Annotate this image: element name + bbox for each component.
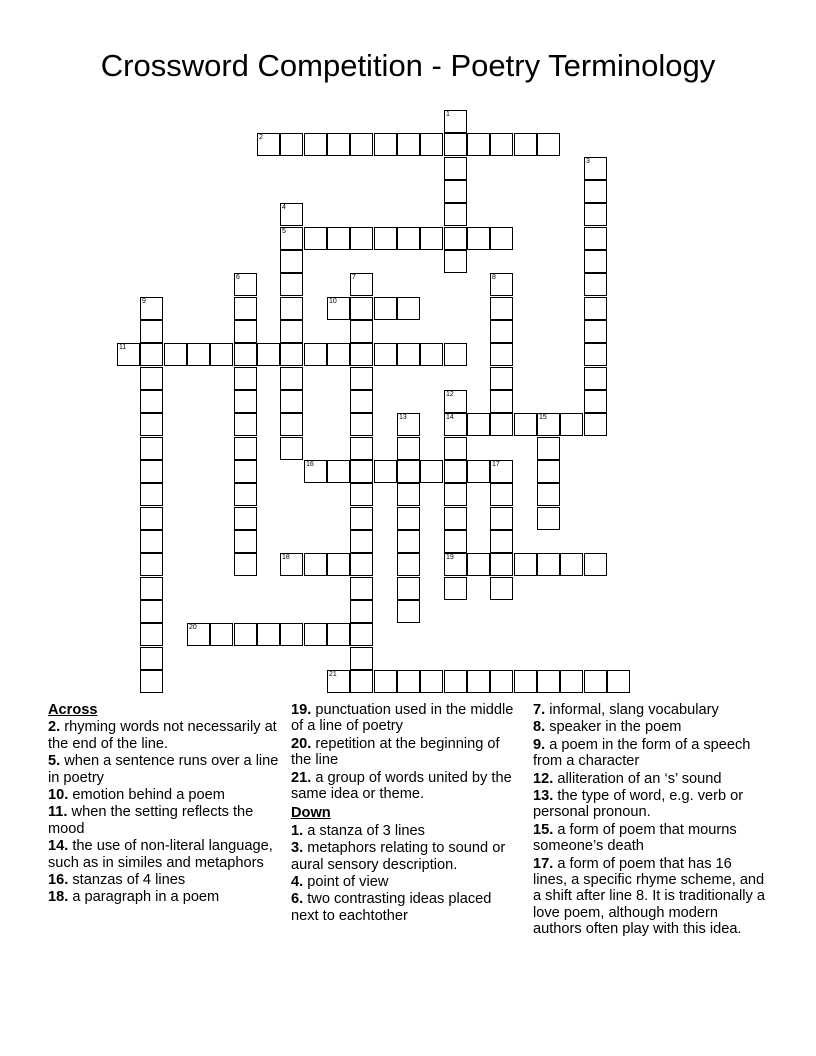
grid-cell[interactable] — [234, 530, 257, 553]
grid-cell[interactable] — [444, 460, 467, 483]
clue-number-label: 7 — [352, 274, 356, 281]
clue-number-label: 18 — [282, 554, 290, 561]
clue-number-label: 12 — [446, 391, 454, 398]
grid-cell[interactable] — [397, 133, 420, 156]
across-clue-list-continued — [291, 702, 523, 802]
grid-cell[interactable] — [607, 670, 630, 693]
clue-text: the use of non-literal language, such as in similes and metaphors — [48, 838, 273, 871]
grid-cell[interactable] — [397, 530, 420, 553]
clue-number: 9. — [533, 736, 546, 753]
clue-text: point of view — [307, 874, 389, 891]
grid-cell[interactable] — [444, 227, 467, 250]
grid-cell[interactable] — [490, 343, 513, 366]
clue-number: 11. — [48, 804, 68, 821]
down-clue — [291, 823, 523, 839]
grid-cell[interactable] — [350, 320, 373, 343]
grid-cell[interactable] — [444, 530, 467, 553]
grid-cell[interactable] — [187, 343, 210, 366]
clue-number: 10. — [48, 787, 69, 804]
grid-cell[interactable] — [350, 460, 373, 483]
grid-cell[interactable] — [584, 203, 607, 226]
grid-cell[interactable] — [444, 577, 467, 600]
grid-cell[interactable] — [490, 507, 513, 530]
grid-cell[interactable] — [584, 390, 607, 413]
grid-cell[interactable] — [257, 343, 280, 366]
grid-cell[interactable] — [304, 133, 327, 156]
grid-cell[interactable] — [490, 273, 513, 296]
grid-cell[interactable] — [397, 437, 420, 460]
across-clue-list — [48, 719, 280, 905]
grid-cell[interactable] — [234, 297, 257, 320]
grid-cell[interactable] — [350, 437, 373, 460]
grid-cell[interactable] — [350, 600, 373, 623]
grid-cell[interactable] — [140, 343, 163, 366]
grid-cell[interactable] — [350, 530, 373, 553]
across-clue — [48, 872, 280, 888]
down-clue-list-continued — [533, 702, 769, 938]
grid-cell[interactable] — [280, 437, 303, 460]
clue-number-label: 3 — [586, 158, 590, 165]
grid-cell[interactable] — [537, 483, 560, 506]
grid-cell[interactable] — [514, 553, 537, 576]
grid-cell[interactable] — [280, 133, 303, 156]
grid-cell[interactable] — [327, 460, 350, 483]
grid-cell[interactable] — [490, 320, 513, 343]
grid-cell[interactable] — [304, 623, 327, 646]
grid-cell[interactable] — [537, 437, 560, 460]
grid-cell[interactable] — [280, 343, 303, 366]
grid-cell[interactable] — [397, 227, 420, 250]
grid-cell[interactable] — [584, 367, 607, 390]
clue-number-label: 19 — [446, 554, 454, 561]
clue-number: 12. — [533, 770, 554, 787]
grid-cell[interactable] — [514, 133, 537, 156]
across-heading: Across — [48, 702, 98, 718]
down-clue — [533, 822, 769, 855]
grid-cell[interactable] — [210, 623, 233, 646]
across-clue — [291, 702, 523, 735]
grid-cell[interactable] — [234, 367, 257, 390]
clue-text: a form of poem that has 16 lines, a specific rhyme scheme, and a shift after line 8. It is traditionally a love poem, although modern authors often play with this idea. — [533, 855, 765, 938]
grid-cell[interactable] — [140, 507, 163, 530]
clue-number-label: 20 — [189, 624, 197, 631]
grid-cell[interactable] — [397, 600, 420, 623]
grid-cell[interactable] — [397, 670, 420, 693]
grid-cell[interactable] — [490, 227, 513, 250]
grid-cell[interactable] — [490, 483, 513, 506]
across-clue — [48, 753, 280, 786]
clue-number-label: 4 — [282, 204, 286, 211]
grid-cell[interactable] — [350, 343, 373, 366]
clue-number: 1. — [291, 822, 304, 839]
grid-cell[interactable] — [537, 413, 560, 436]
grid-cell[interactable] — [350, 390, 373, 413]
clues-column-3 — [533, 702, 769, 939]
grid-cell[interactable] — [234, 343, 257, 366]
grid-cell[interactable] — [234, 390, 257, 413]
grid-cell[interactable] — [537, 133, 560, 156]
grid-cell[interactable] — [467, 670, 490, 693]
grid-cell[interactable] — [304, 227, 327, 250]
clue-text: speaker in the poem — [549, 719, 682, 736]
grid-cell[interactable] — [140, 530, 163, 553]
grid-cell[interactable] — [490, 577, 513, 600]
clue-text: stanzas of 4 lines — [72, 872, 186, 889]
down-clue — [533, 856, 769, 938]
grid-cell[interactable] — [584, 157, 607, 180]
grid-cell[interactable] — [234, 273, 257, 296]
grid-cell[interactable] — [280, 623, 303, 646]
clue-number: 20. — [291, 735, 312, 752]
grid-cell[interactable] — [514, 413, 537, 436]
grid-cell[interactable] — [490, 413, 513, 436]
grid-cell[interactable] — [350, 670, 373, 693]
grid-cell[interactable] — [280, 297, 303, 320]
grid-cell[interactable] — [467, 413, 490, 436]
grid-cell[interactable] — [374, 343, 397, 366]
grid-cell[interactable] — [350, 227, 373, 250]
grid-cell[interactable] — [374, 297, 397, 320]
grid-cell[interactable] — [140, 437, 163, 460]
grid-cell[interactable] — [280, 367, 303, 390]
clue-number: 3. — [291, 840, 304, 857]
grid-cell[interactable] — [490, 460, 513, 483]
grid-cell[interactable] — [397, 483, 420, 506]
clue-number: 16. — [48, 872, 69, 889]
clue-text: alliteration of an ‘s’ sound — [557, 770, 722, 787]
grid-cell[interactable] — [140, 413, 163, 436]
grid-cell[interactable] — [584, 180, 607, 203]
grid-cell[interactable] — [444, 670, 467, 693]
clue-number-label: 5 — [282, 228, 286, 235]
clue-text: a poem in the form of a speech from a character — [533, 736, 751, 770]
clue-number-label: 10 — [329, 298, 337, 305]
grid-cell[interactable] — [280, 413, 303, 436]
grid-cell[interactable] — [327, 343, 350, 366]
grid-cell[interactable] — [584, 273, 607, 296]
grid-cell[interactable] — [117, 343, 140, 366]
across-clue — [48, 889, 280, 905]
clue-number: 13. — [533, 788, 554, 805]
clue-number-label: 17 — [492, 461, 500, 468]
down-clue — [533, 702, 769, 718]
grid-cell[interactable] — [140, 367, 163, 390]
clue-text: repetition at the beginning of the line — [291, 735, 500, 769]
grid-cell[interactable] — [304, 553, 327, 576]
grid-cell[interactable] — [490, 297, 513, 320]
grid-cell[interactable] — [490, 530, 513, 553]
grid-cell[interactable] — [280, 320, 303, 343]
down-clue — [291, 840, 523, 873]
clue-number-label: 21 — [329, 671, 337, 678]
grid-cell[interactable] — [350, 413, 373, 436]
grid-cell[interactable] — [257, 133, 280, 156]
grid-cell[interactable] — [584, 250, 607, 273]
grid-cell[interactable] — [374, 670, 397, 693]
grid-cell[interactable] — [140, 623, 163, 646]
grid-cell[interactable] — [467, 133, 490, 156]
grid-cell[interactable] — [584, 670, 607, 693]
grid-cell[interactable] — [397, 577, 420, 600]
grid-cell[interactable] — [444, 250, 467, 273]
grid-cell[interactable] — [397, 460, 420, 483]
grid-cell[interactable] — [444, 110, 467, 133]
clue-number: 6. — [291, 891, 304, 908]
clue-text: a group of words united by the same idea or theme. — [291, 769, 512, 803]
grid-cell[interactable] — [350, 133, 373, 156]
grid-cell[interactable] — [350, 623, 373, 646]
grid-cell[interactable] — [280, 273, 303, 296]
grid-cell[interactable] — [420, 227, 443, 250]
grid-cell[interactable] — [444, 180, 467, 203]
grid-cell[interactable] — [280, 203, 303, 226]
grid-cell[interactable] — [164, 343, 187, 366]
grid-cell[interactable] — [560, 413, 583, 436]
grid-cell[interactable] — [444, 203, 467, 226]
clue-number: 15. — [533, 821, 554, 838]
grid-cell[interactable] — [140, 460, 163, 483]
grid-cell[interactable] — [397, 553, 420, 576]
grid-cell[interactable] — [140, 297, 163, 320]
across-clue — [48, 804, 280, 837]
grid-cell[interactable] — [490, 553, 513, 576]
grid-cell[interactable] — [420, 670, 443, 693]
clue-number: 21. — [291, 769, 312, 786]
grid-cell[interactable] — [350, 553, 373, 576]
across-clue — [48, 838, 280, 871]
down-clue — [291, 874, 523, 890]
grid-cell[interactable] — [584, 553, 607, 576]
grid-cell[interactable] — [490, 133, 513, 156]
clues-column-2 — [291, 702, 523, 925]
grid-cell[interactable] — [490, 670, 513, 693]
grid-cell[interactable] — [350, 273, 373, 296]
grid-cell[interactable] — [397, 507, 420, 530]
clue-text: metaphors relating to sound or aural sensory description. — [291, 840, 506, 873]
down-clue — [533, 719, 769, 735]
grid-cell[interactable] — [187, 623, 210, 646]
clue-text: the type of word, e.g. verb or personal pronoun. — [533, 788, 744, 821]
clue-number: 4. — [291, 874, 304, 891]
clue-number-label: 16 — [306, 461, 314, 468]
down-clue — [533, 737, 769, 770]
clue-number-label: 13 — [399, 414, 407, 421]
grid-cell[interactable] — [420, 133, 443, 156]
clue-text: when a sentence runs over a line in poetry — [48, 753, 279, 786]
clue-number-label: 14 — [446, 414, 454, 421]
grid-cell[interactable] — [444, 507, 467, 530]
grid-cell[interactable] — [280, 553, 303, 576]
grid-cell[interactable] — [280, 250, 303, 273]
clue-text: a form of poem that mourns someone’s death — [533, 821, 737, 855]
grid-cell[interactable] — [444, 553, 467, 576]
grid-cell[interactable] — [584, 320, 607, 343]
grid-cell[interactable] — [444, 343, 467, 366]
grid-cell[interactable] — [584, 297, 607, 320]
grid-cell[interactable] — [444, 413, 467, 436]
clue-number-label: 1 — [446, 111, 450, 118]
down-clue-list — [291, 823, 523, 924]
grid-cell[interactable] — [397, 343, 420, 366]
grid-cell[interactable] — [537, 553, 560, 576]
grid-cell[interactable] — [514, 670, 537, 693]
clue-text: informal, slang vocabulary — [549, 702, 719, 718]
down-clue — [291, 891, 523, 924]
grid-cell[interactable] — [420, 460, 443, 483]
grid-cell[interactable] — [444, 483, 467, 506]
clue-number-label: 11 — [119, 344, 127, 351]
across-clue — [48, 787, 280, 803]
clue-text: rhyming words not necessarily at the end of the line. — [48, 719, 277, 752]
clue-text: two contrasting ideas placed next to eachtother — [291, 891, 492, 924]
grid-cell[interactable] — [304, 343, 327, 366]
clue-text: emotion behind a poem — [72, 787, 225, 804]
clue-number: 2. — [48, 719, 61, 736]
clue-number-label: 8 — [492, 274, 496, 281]
clues-column-1 — [48, 702, 280, 907]
grid-cell[interactable] — [584, 413, 607, 436]
grid-cell[interactable] — [350, 507, 373, 530]
grid-cell[interactable] — [444, 390, 467, 413]
grid-cell[interactable] — [467, 460, 490, 483]
clue-number: 14. — [48, 838, 69, 855]
clue-text: a stanza of 3 lines — [307, 822, 425, 839]
grid-cell[interactable] — [280, 227, 303, 250]
grid-cell[interactable] — [350, 483, 373, 506]
grid-cell[interactable] — [234, 460, 257, 483]
grid-cell[interactable] — [327, 623, 350, 646]
grid-cell[interactable] — [234, 437, 257, 460]
grid-cell[interactable] — [490, 367, 513, 390]
grid-cell[interactable] — [397, 297, 420, 320]
grid-cell[interactable] — [140, 577, 163, 600]
grid-cell[interactable] — [140, 647, 163, 670]
grid-cell[interactable] — [140, 670, 163, 693]
grid-cell[interactable] — [444, 133, 467, 156]
grid-cell[interactable] — [140, 600, 163, 623]
clue-number: 8. — [533, 719, 546, 736]
across-clue — [291, 770, 523, 803]
down-clue — [533, 788, 769, 821]
grid-cell[interactable] — [140, 320, 163, 343]
grid-cell[interactable] — [560, 670, 583, 693]
grid-cell[interactable] — [327, 553, 350, 576]
grid-cell[interactable] — [350, 297, 373, 320]
grid-cell[interactable] — [140, 483, 163, 506]
grid-cell[interactable] — [444, 437, 467, 460]
grid-cell[interactable] — [327, 133, 350, 156]
clue-number-label: 6 — [236, 274, 240, 281]
clue-number: 17. — [533, 855, 554, 872]
grid-cell[interactable] — [374, 227, 397, 250]
clue-number-label: 15 — [539, 414, 547, 421]
grid-cell[interactable] — [280, 390, 303, 413]
grid-cell[interactable] — [234, 553, 257, 576]
grid-cell[interactable] — [257, 623, 280, 646]
clue-text: when the setting reflects the mood — [48, 804, 254, 837]
across-clue — [48, 719, 280, 752]
clue-number: 18. — [48, 889, 69, 906]
grid-cell[interactable] — [374, 133, 397, 156]
grid-cell[interactable] — [234, 413, 257, 436]
grid-cell[interactable] — [584, 343, 607, 366]
grid-cell[interactable] — [350, 647, 373, 670]
grid-cell[interactable] — [327, 297, 350, 320]
page-title: Crossword Competition - Poetry Terminology — [100, 48, 716, 83]
across-clue — [291, 736, 523, 769]
grid-cell[interactable] — [234, 320, 257, 343]
grid-cell[interactable] — [140, 390, 163, 413]
grid-cell[interactable] — [327, 227, 350, 250]
grid-cell[interactable] — [210, 343, 233, 366]
grid-cell[interactable] — [350, 367, 373, 390]
clue-number-label: 2 — [259, 134, 263, 141]
grid-cell[interactable] — [560, 553, 583, 576]
down-heading: Down — [291, 805, 331, 822]
grid-cell[interactable] — [234, 507, 257, 530]
grid-cell[interactable] — [374, 460, 397, 483]
clue-number-label: 9 — [142, 298, 146, 305]
clue-text: punctuation used in the middle of a line of poetry — [291, 702, 514, 735]
grid-cell[interactable] — [467, 227, 490, 250]
clue-number: 7. — [533, 702, 546, 718]
clue-text: a paragraph in a poem — [72, 889, 220, 906]
grid-cell[interactable] — [537, 460, 560, 483]
grid-cell[interactable] — [397, 413, 420, 436]
grid-cell[interactable] — [420, 343, 443, 366]
clue-number: 19. — [291, 702, 312, 718]
grid-cell[interactable] — [490, 390, 513, 413]
grid-cell[interactable] — [444, 157, 467, 180]
grid-cell[interactable] — [140, 553, 163, 576]
grid-cell[interactable] — [537, 670, 560, 693]
grid-cell[interactable] — [327, 670, 350, 693]
grid-cell[interactable] — [467, 553, 490, 576]
grid-cell[interactable] — [350, 577, 373, 600]
grid-cell[interactable] — [584, 227, 607, 250]
grid-cell[interactable] — [234, 623, 257, 646]
grid-cell[interactable] — [537, 507, 560, 530]
clue-number: 5. — [48, 753, 61, 770]
down-clue — [533, 771, 769, 787]
grid-cell[interactable] — [234, 483, 257, 506]
grid-cell[interactable] — [304, 460, 327, 483]
